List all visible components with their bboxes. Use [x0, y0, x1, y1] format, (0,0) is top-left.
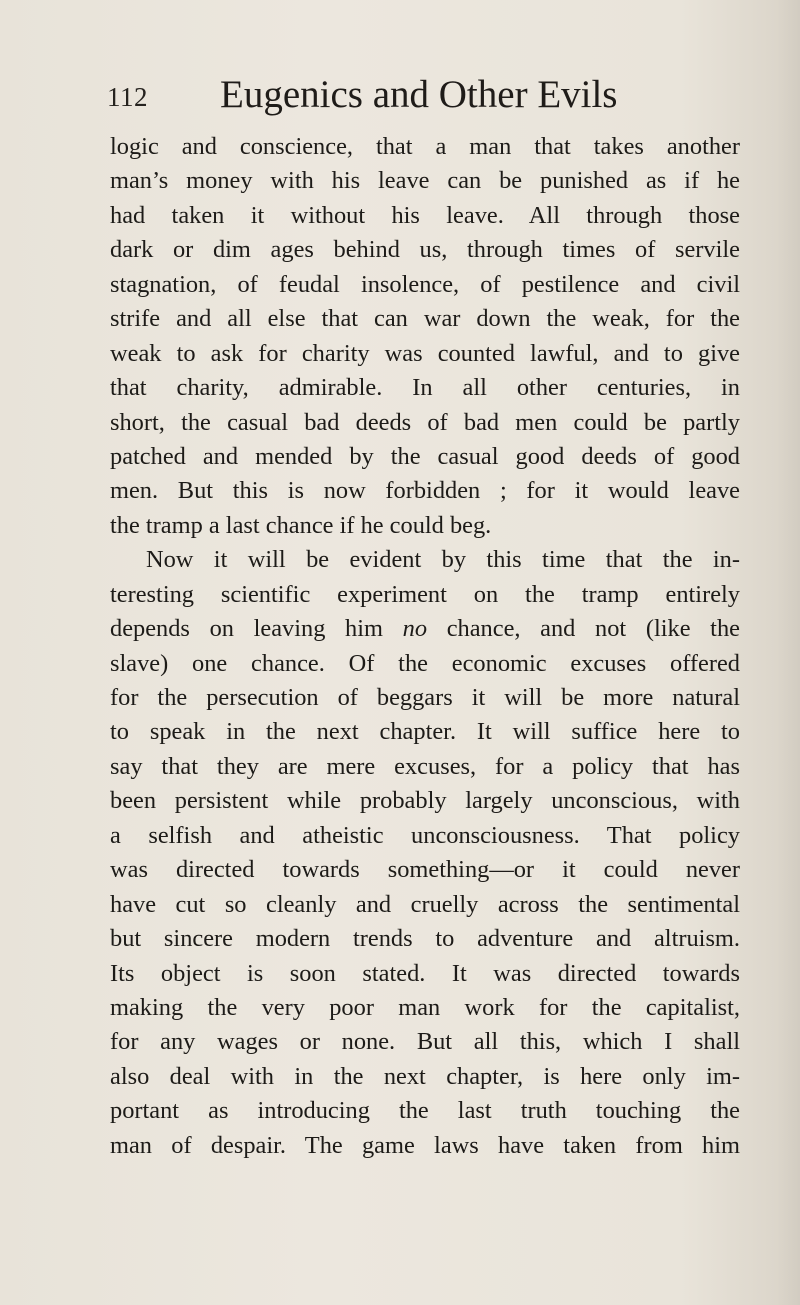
- text-line: also deal with in the next chapter, is here only im-: [110, 1062, 740, 1090]
- text-line: a selfish and atheistic unconsciousness. That policy: [110, 821, 740, 849]
- text-line: say that they are mere excuses, for a policy that has: [110, 752, 740, 780]
- page-number: 112: [107, 82, 148, 112]
- body-text: [110, 130, 740, 1163]
- text-segment: chance, and not (like the: [427, 615, 740, 643]
- text-line: dark or dim ages behind us, through times of servile: [110, 236, 740, 264]
- text-line: short, the casual bad deeds of bad men could be partly: [110, 408, 740, 436]
- text-line: been persistent while probably largely unconscious, with: [110, 787, 740, 815]
- text-line: had taken it without his leave. All through those: [110, 201, 740, 229]
- text-line: making the very poor man work for the capitalist,: [110, 993, 740, 1021]
- text-line: strife and all else that can war down the weak, for the: [110, 305, 740, 333]
- text-line: patched and mended by the casual good deeds of good: [110, 442, 740, 470]
- text-line: man’s money with his leave can be punished as if he: [110, 167, 740, 195]
- text-line: for any wages or none. But all this, which I shall: [110, 1028, 740, 1056]
- text-line: slave) one chance. Of the economic excuses offered: [110, 649, 740, 677]
- text-line: stagnation, of feudal insolence, of pestilence and civil: [110, 270, 740, 298]
- text-line: teresting scientific experiment on the tramp entirely: [110, 580, 740, 608]
- text-line: portant as introducing the last truth touching the: [110, 1097, 740, 1125]
- text-segment: depends on leaving him: [110, 615, 403, 643]
- text-line: to speak in the next chapter. It will suffice here to: [110, 718, 740, 746]
- text-line: that charity, admirable. In all other centuries, in: [110, 374, 740, 402]
- paragraph-end-line: the tramp a last chance if he could beg.: [110, 511, 492, 539]
- running-header: [107, 72, 667, 124]
- text-line: Its object is soon stated. It was directed towards: [110, 959, 740, 987]
- text-line-with-emphasis: [110, 612, 740, 646]
- text-line: weak to ask for charity was counted lawful, and to give: [110, 339, 740, 367]
- text-line: for the persecution of beggars it will be more natural: [110, 684, 740, 711]
- emphasized-word: no: [402, 615, 428, 643]
- text-line: but sincere modern trends to adventure and altruism.: [110, 925, 740, 953]
- text-line: have cut so cleanly and cruelly across the sentimental: [110, 890, 740, 918]
- text-line: logic and conscience, that a man that takes another: [110, 133, 740, 160]
- text-line: man of despair. The game laws have taken from him: [110, 1131, 740, 1159]
- running-title: Eugenics and Other Evils: [220, 73, 618, 116]
- paragraph-start-line: Now it will be evident by this time that the in-: [146, 546, 740, 574]
- text-line: was directed towards something—or it could never: [110, 856, 740, 884]
- text-line: men. But this is now forbidden ; for it would leave: [110, 477, 740, 505]
